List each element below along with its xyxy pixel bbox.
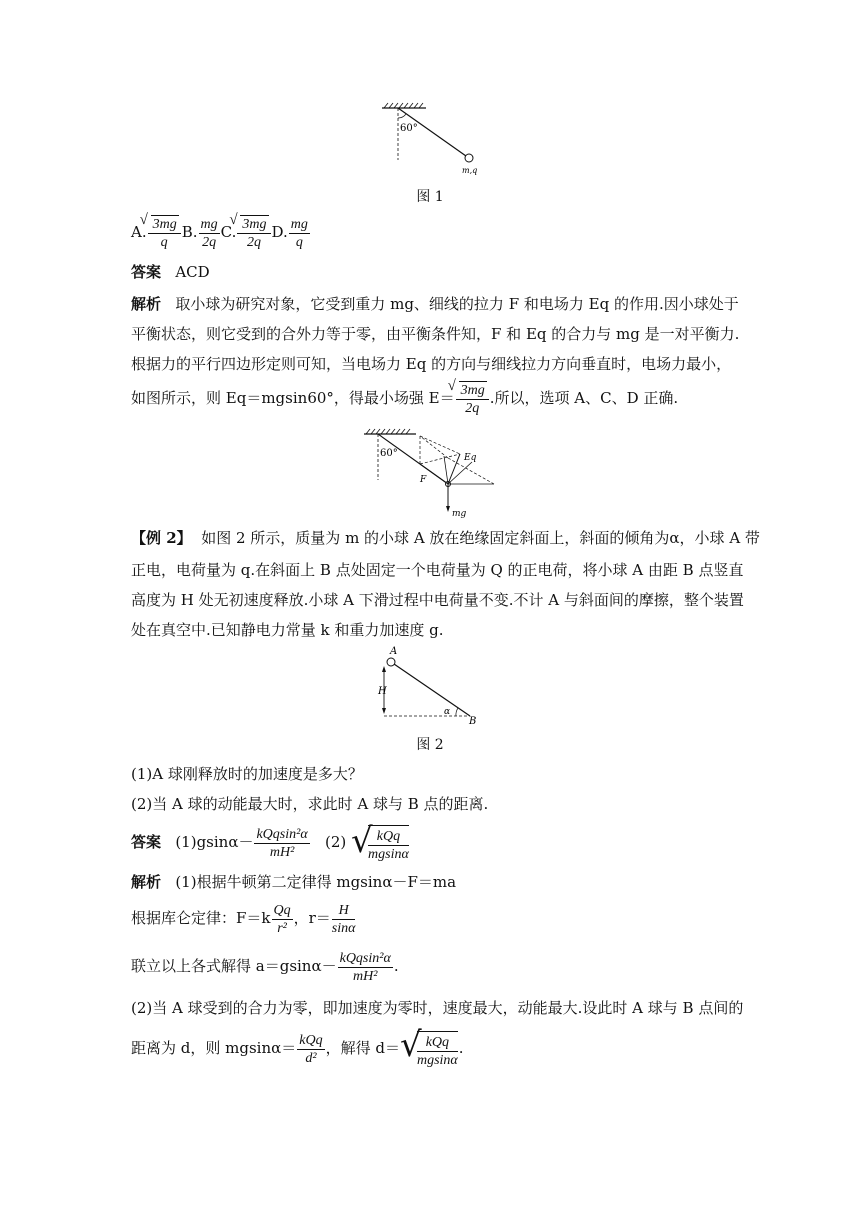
force-eq: Eq: [464, 453, 477, 463]
question-2: (2)当 A 球的动能最大时，求此时 A 球与 B 点的距离.: [131, 795, 489, 813]
example-2-line3: 高度为 H 处无初速度释放.小球 A 下滑过程中电荷量不变.不计 A 与斜面间的摩擦，整个装置: [131, 591, 744, 609]
example-2-line2: 正电，电荷量为 q.在斜面上 B 点处固定一个电荷量为 Q 的正电荷，将小球 A 由距 B 点竖直: [131, 561, 744, 579]
analysis-2-line2: 根据库仑定律：F＝k $\frac{Qq}{\text{r²}}$ ，r＝ $\frac{H}{\sin\alpha}$: [131, 902, 356, 936]
fig2-b: B: [469, 716, 477, 726]
choices-line: A. √ $\frac{3mg}{q}$ B. $\frac{mg}{2q}$ C. √ $\frac{3mg}{2q}$ D. $\frac{mg}{q}$: [131, 214, 311, 251]
analysis-1-line2: 平衡状态，则它受到的合外力等于零，由平衡条件知，F 和 Eq 的合力与 mg 是一对平衡力.: [131, 325, 740, 343]
question-1: (1)A 球刚释放时的加速度是多大？: [131, 765, 363, 783]
force-figure: [360, 428, 510, 520]
analysis-2-line5: 距离为 d，则 mgsinα＝ $\frac{\text{kQq}}{\text{d²}}$ ，解得 d＝ √ $\frac{\text{kQq}}{mgsin\alpha}$ .: [131, 1025, 464, 1068]
fig1-angle: 60°: [400, 123, 418, 134]
fig2-h: H: [378, 686, 387, 697]
analysis-2-line4: (2)当 A 球受到的合力为零，即加速度为零时，速度最大，动能最大.设此时 A 球与 B 点间的: [131, 999, 744, 1017]
fig1-ball-label: m,q: [462, 166, 478, 175]
example-2-line4: 处在真空中.已知静电力常量 k 和重力加速度 g.: [131, 621, 444, 639]
analysis-1-line3: 根据力的平行四边形定则可知，当电场力 Eq 的方向与细线拉力方向垂直时，电场力最小，: [131, 355, 732, 373]
figure-1: [370, 100, 490, 180]
analysis-2-line3: 联立以上各式解得 a＝gsinα－ $\frac{\text{kQqsin²α}}{\text{mH²}}$ .: [131, 950, 399, 984]
fig2-alpha: α: [444, 707, 451, 717]
analysis-1-line4: 如图所示，则 Eq＝mgsin60°，得最小场强 E＝ √ $\frac{3mg}{2q}$ .所以，选项 A、C、D 正确.: [131, 380, 678, 417]
analysis-2-line1: 解析 (1)根据牛顿第二定律得 mgsinα－F＝ma: [131, 873, 457, 891]
force-mg: mg: [452, 509, 467, 519]
choice-b: B.: [181, 223, 198, 241]
analysis-1-line1: 解析 取小球为研究对象，它受到重力 mg、细线的拉力 F 和电场力 Eq 的作用.因小球处于: [131, 295, 739, 313]
fig1-caption: 图 1: [416, 189, 444, 205]
example-2-line1: 【例 2】 如图 2 所示，质量为 m 的小球 A 放在绝缘固定斜面上，斜面的倾角为α，小球 A 带: [131, 529, 760, 547]
fig2-caption: 图 2: [416, 737, 444, 753]
figure-2: [374, 646, 484, 726]
choice-c: C.: [220, 223, 237, 241]
force-angle: 60°: [380, 448, 398, 459]
answer-2: 答案 (1)gsinα－ $\frac{\text{kQqsin²α}}{\text{mH²}}$ (2) √ $\frac{\text{kQq}}{mgsin\alpha}$: [131, 821, 409, 862]
fig2-a: A: [390, 646, 398, 657]
choice-a: A.: [131, 223, 147, 241]
force-f: F: [420, 475, 427, 485]
choice-d: D.: [271, 223, 288, 241]
answer-1: 答案 ACD: [131, 263, 210, 281]
